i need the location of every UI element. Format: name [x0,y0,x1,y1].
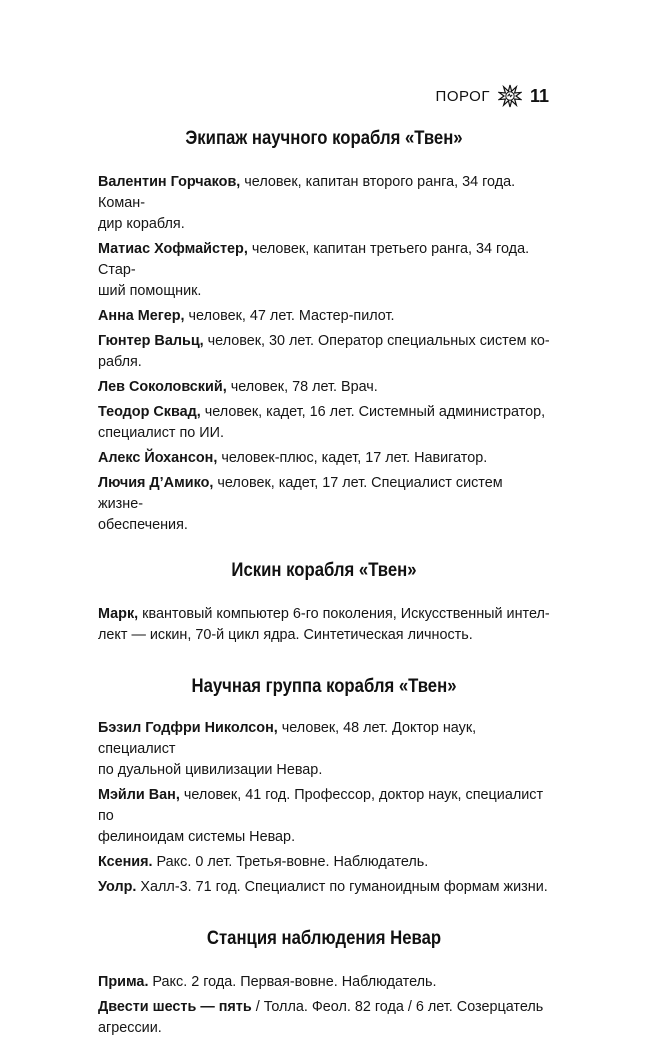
section-title: Искин корабля «Твен» [231,560,417,581]
character-entry [98,172,550,235]
character-name: Уолр. [98,879,137,895]
character-name: Анна Мегер, [98,308,185,324]
character-description: рабля. [98,354,142,370]
section-title: Экипаж научного корабля «Твен» [185,128,463,149]
character-name: Двести шесть — пять [98,999,252,1015]
character-entry [98,448,550,469]
character-entry [98,402,550,444]
character-description: Ракс. 2 года. Первая-вовне. Наблюдатель. [148,974,437,990]
character-description: Ракс. 0 лет. Третья-вовне. Наблюдатель. [152,854,429,870]
character-name: Лев Соколовский, [98,379,227,395]
character-name: Теодор Сквад, [98,404,201,420]
character-name: Лючия Д’Амико, [98,475,214,491]
character-description: человек, 30 лет. Оператор специальных систем ко- [203,333,550,349]
character-description: человек-плюс, кадет, 17 лет. Навигатор. [217,450,488,466]
character-description: человек, кадет, 17 лет. Специалист систем жизне- [98,475,503,512]
character-name: Алекс Йохансон, [98,450,218,466]
character-description: ший помощник. [98,283,202,299]
character-description: человек, капитан второго ранга, 34 года. Коман- [98,174,516,211]
character-description: специалист по ИИ. [98,425,224,441]
character-name: Бэзил Годфри Николсон, [98,720,278,736]
page-content [98,124,550,1043]
character-description: по дуальной цивилизации Невар. [98,762,323,778]
character-description: фелиноидам системы Невар. [98,829,296,845]
character-description: квантовый компьютер 6-го поколения, Искусственный интел- [138,606,550,622]
character-name: Гюнтер Вальц, [98,333,204,349]
character-entry [98,473,550,536]
character-entry [98,852,550,873]
character-description: агрессии. [98,1020,162,1036]
character-name: Прима. [98,974,149,990]
character-entry [98,377,550,398]
character-entry [98,331,550,373]
character-entry [98,997,550,1039]
character-entry [98,972,550,993]
character-description: человек, капитан третьего ранга, 34 года. Стар- [98,241,530,278]
character-description: человек, кадет, 16 лет. Системный администратор, [200,404,546,420]
character-entry [98,239,550,302]
character-entry [98,877,550,898]
character-description: лект — искин, 70-й цикл ядра. Синтетическая личность. [98,627,473,643]
character-name: Мэйли Ван, [98,787,180,803]
running-title: ПОРОГ [435,87,490,105]
character-name: Матиас Хофмайстер, [98,241,248,257]
character-name: Ксения. [98,854,153,870]
page-number: 11 [529,85,549,106]
character-description: Халл-3. 71 год. Специалист по гуманоидным формам жизни. [136,879,548,895]
character-entry [98,604,550,646]
character-entry [98,785,550,848]
character-name: Марк, [98,606,139,622]
character-description: человек, 47 лет. Мастер-пилот. [184,308,395,324]
running-header [436,84,549,108]
character-name: Валентин Горчаков, [98,174,241,190]
character-entry [98,306,550,327]
character-description: человек, 78 лет. Врач. [226,379,378,395]
character-description: обеспечения. [98,517,188,533]
character-description: / Толла. Феол. 82 года / 6 лет. Созерцатель [251,999,544,1015]
section-title: Станция наблюдения Невар [206,928,442,949]
character-description: человек, 48 лет. Доктор наук, специалист [98,720,477,757]
character-description: дир корабля. [98,216,185,232]
section-title: Научная группа корабля «Твен» [191,676,457,697]
starburst-icon [498,84,522,108]
character-entry [98,718,550,781]
character-description: человек, 41 год. Профессор, доктор наук, специалист по [98,787,544,824]
